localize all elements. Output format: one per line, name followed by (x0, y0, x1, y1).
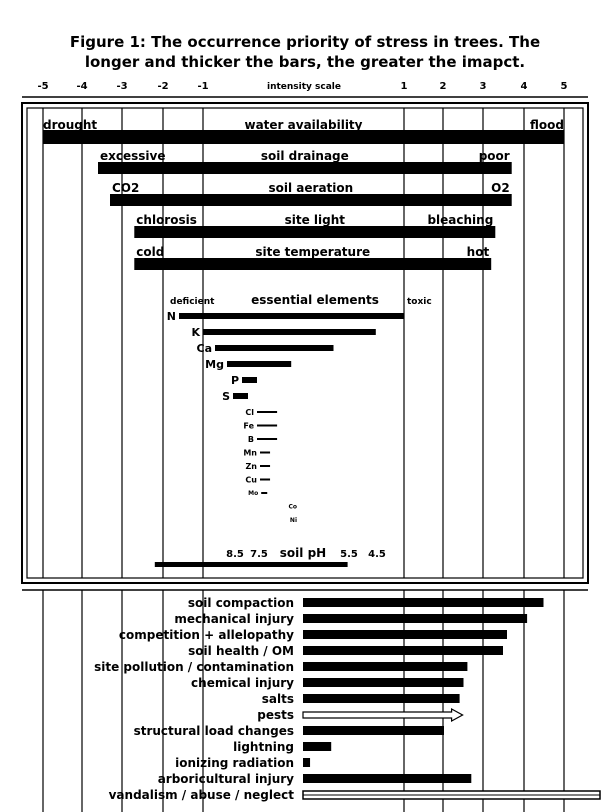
axis-tick-label: 1 (400, 81, 408, 92)
element-label: S (222, 389, 230, 403)
stress-label: ionizing radiation (175, 756, 294, 770)
stress-label: arboricultural injury (157, 772, 294, 786)
title-line-2: longer and thicker the bars, the greater the imapct. (84, 53, 526, 71)
stress-label: mechanical injury (174, 612, 294, 626)
element-label: K (191, 325, 200, 339)
paired-factor-low-label: CO2 (112, 181, 140, 195)
stress-label: structural load changes (133, 724, 294, 738)
stress-label: competition + allelopathy (118, 628, 294, 642)
paired-factor-high-label: bleaching (427, 213, 494, 227)
axis-label: intensity scale (266, 82, 342, 92)
paired-factor-center-label: soil drainage (260, 149, 349, 163)
paired-factor-center-label: soil aeration (268, 181, 354, 195)
stress-label: pests (257, 708, 294, 722)
element-label: B (247, 434, 254, 444)
element-label: Cu (245, 475, 257, 485)
element-bar (179, 313, 404, 319)
frame-outer (22, 103, 588, 583)
stress-label: soil compaction (187, 596, 294, 610)
paired-factor-high-label: hot (466, 245, 490, 259)
element-label: P (230, 373, 239, 387)
stress-bar (303, 630, 507, 639)
paired-factor-high-label: poor (478, 149, 510, 163)
ph-tick-label: 4.5 (368, 549, 386, 560)
axis-tick-label: -5 (37, 81, 49, 92)
paired-factor-center-label: water availability (244, 118, 363, 132)
axis-tick-label: 2 (439, 81, 447, 92)
element-label: Ca (196, 341, 212, 355)
stress-bar (303, 742, 331, 751)
paired-factor-bar (110, 194, 512, 206)
axis-tick-label: 3 (479, 81, 487, 92)
stress-label: lightning (233, 740, 294, 754)
ph-bar (155, 562, 348, 567)
element-bar (260, 479, 270, 481)
element-bar (242, 377, 257, 383)
axis-tick-label: -4 (76, 81, 88, 92)
paired-factor-low-label: cold (136, 245, 165, 259)
element-bar (257, 425, 277, 427)
stress-bar (303, 774, 471, 783)
paired-factor-bar (134, 258, 491, 270)
axis-tick-label: 4 (520, 81, 528, 92)
stress-bar (303, 662, 467, 671)
stress-bar (303, 598, 544, 607)
element-label: Mg (205, 357, 224, 371)
element-bar (257, 438, 277, 440)
element-bar (203, 329, 376, 335)
elements-high-label: toxic (407, 297, 432, 307)
stress-bar (303, 726, 444, 735)
paired-factor-low-label: drought (43, 118, 98, 132)
element-label: Zn (245, 461, 257, 471)
element-label: Co (288, 503, 297, 511)
title-line-1: Figure 1: The occurrence priority of stress in trees. The (69, 33, 541, 51)
stress-label: salts (261, 692, 294, 706)
ph-label: soil pH (279, 546, 327, 560)
element-bar (257, 411, 277, 413)
stress-label: soil health / OM (188, 644, 294, 658)
stress-bar (303, 758, 310, 767)
stress-bar (303, 614, 527, 623)
element-bar (260, 452, 270, 454)
axis-tick-label: -1 (197, 81, 209, 92)
paired-factor-low-label: excessive (100, 149, 166, 163)
element-label: N (166, 309, 176, 323)
stress-bar (303, 694, 460, 703)
stress-label: chemical injury (191, 676, 294, 690)
ph-tick-label: 7.5 (250, 549, 268, 560)
element-label: Cl (245, 407, 254, 417)
ph-tick-label: 8.5 (226, 549, 244, 560)
paired-factor-bar (43, 130, 564, 144)
paired-factor-bar (134, 226, 495, 238)
axis-tick-label: -3 (116, 81, 128, 92)
elements-title: essential elements (251, 293, 379, 307)
paired-factor-center-label: site temperature (255, 245, 371, 259)
element-bar (227, 361, 291, 367)
stress-bar (303, 646, 503, 655)
stress-label: vandalism / abuse / neglect (108, 788, 294, 802)
element-bar (261, 492, 267, 494)
paired-factor-low-label: chlorosis (136, 213, 197, 227)
stress-label: site pollution / contamination (94, 660, 294, 674)
stress-bar (303, 678, 464, 687)
element-bar (260, 465, 270, 467)
paired-factor-high-label: flood (530, 118, 564, 132)
ph-tick-label: 5.5 (340, 549, 358, 560)
element-label: Mn (243, 448, 257, 458)
paired-factor-high-label: O2 (491, 181, 510, 195)
frame-inner (27, 108, 583, 578)
stress-bar-arrow (303, 709, 463, 721)
element-label: Mo (248, 490, 259, 498)
axis-tick-label: -2 (157, 81, 169, 92)
element-bar (215, 345, 334, 351)
elements-low-label: deficient (170, 297, 215, 307)
element-label: Fe (243, 421, 254, 431)
paired-factor-center-label: site light (284, 213, 346, 227)
paired-factor-bar (98, 162, 512, 174)
axis-tick-label: 5 (560, 81, 568, 92)
element-label: Ni (289, 517, 297, 525)
element-bar (233, 393, 248, 399)
